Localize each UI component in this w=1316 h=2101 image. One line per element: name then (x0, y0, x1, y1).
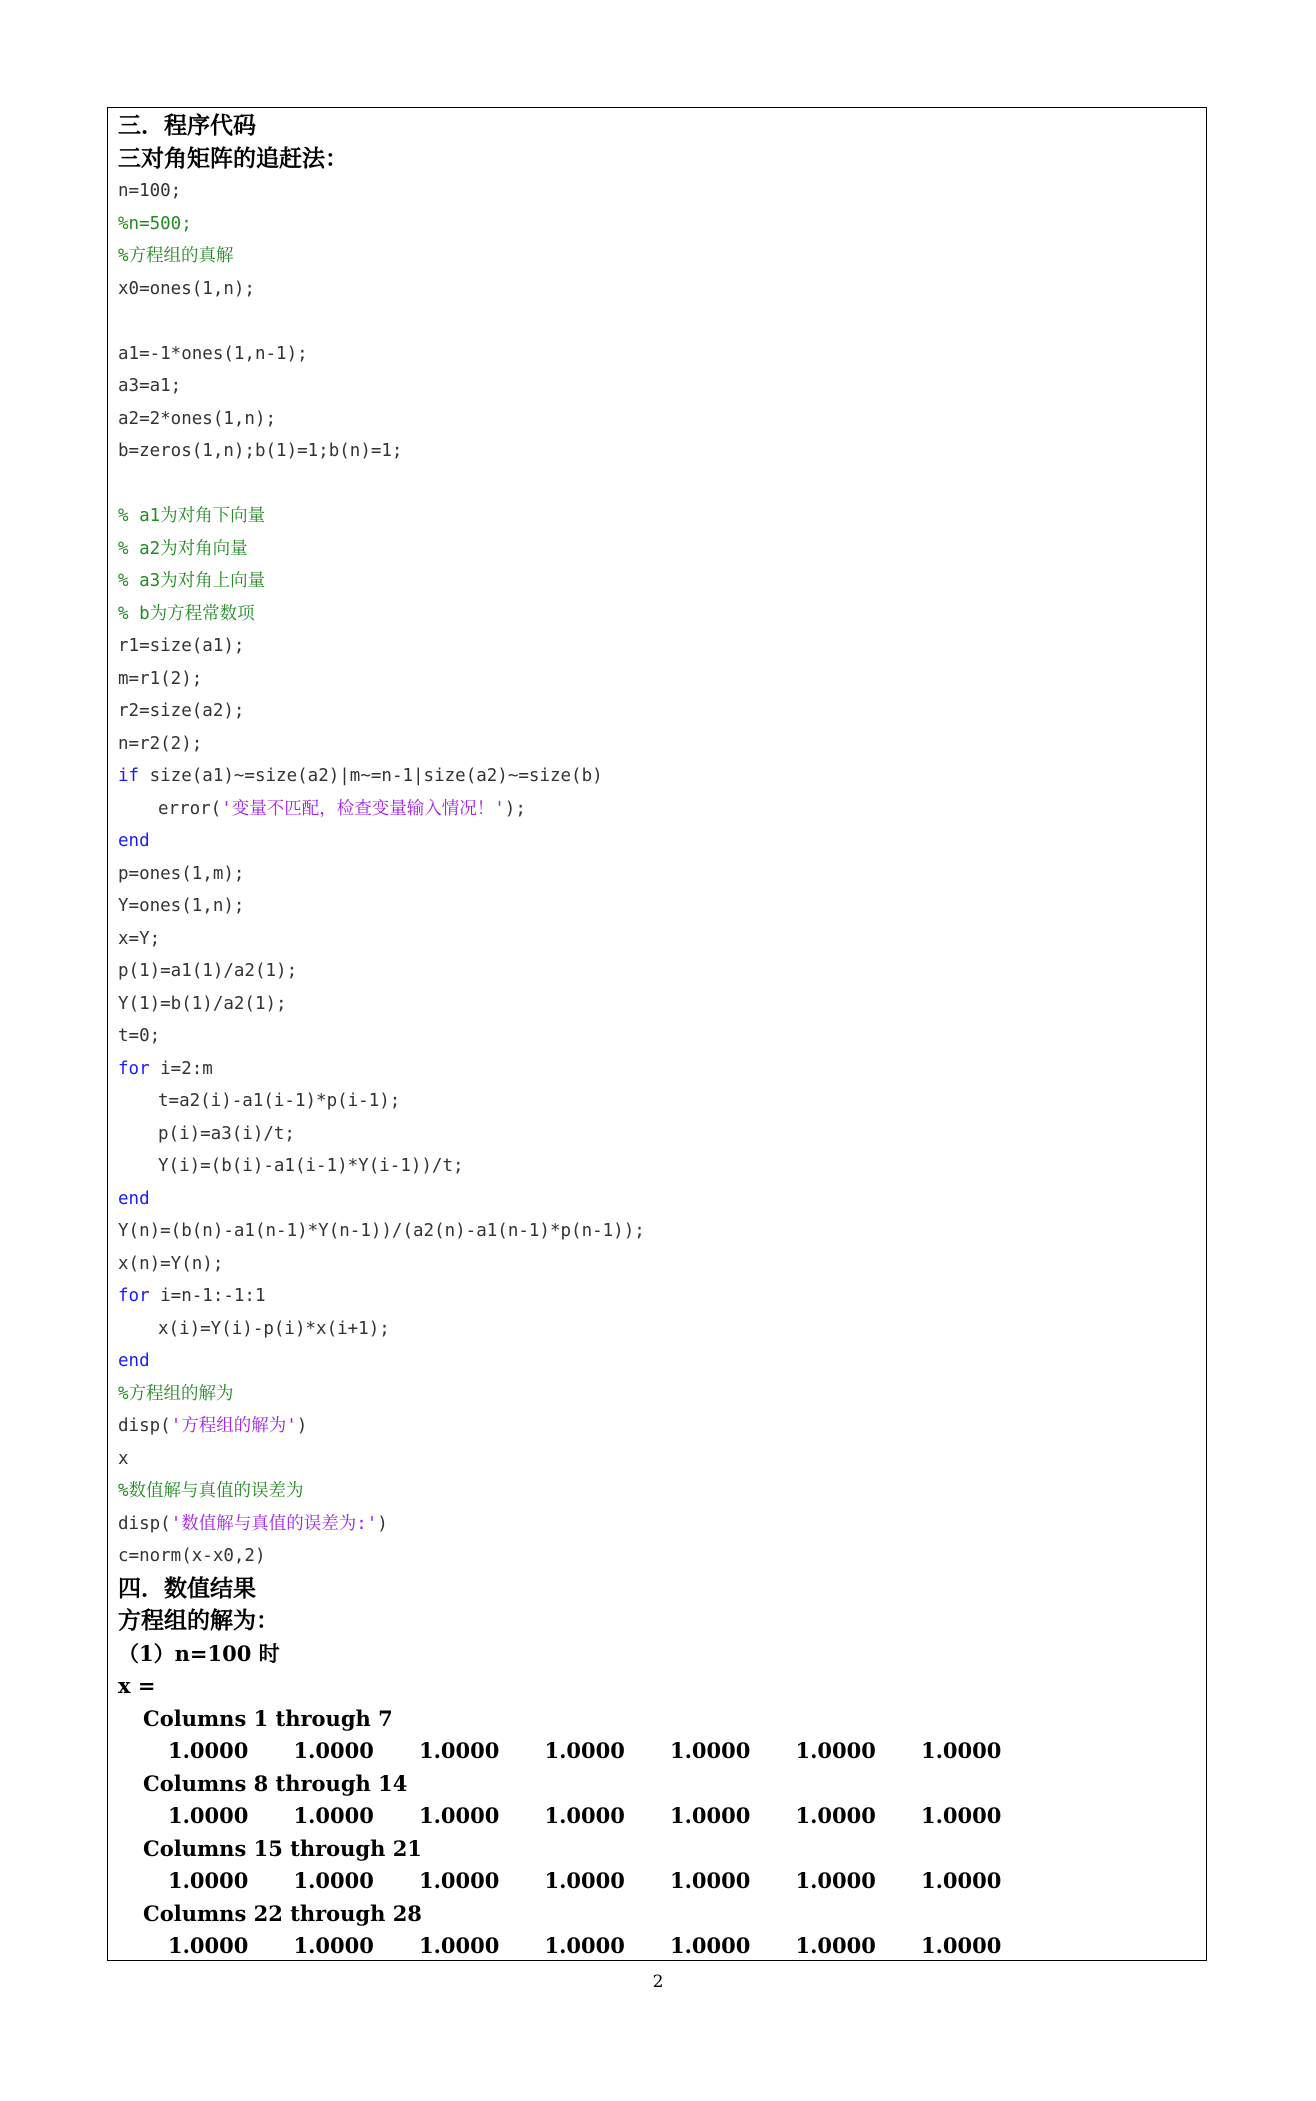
value-cell: 1.0000 (921, 1933, 1002, 1958)
value-cell: 1.0000 (419, 1933, 500, 1958)
code-line: x0=ones(1,n); (118, 278, 255, 299)
code-line: end (118, 1351, 150, 1371)
code-line: a3=a1; (118, 376, 182, 396)
values-row (118, 1735, 1198, 1768)
code-line: p(i)=a3(i)/t; (158, 1123, 295, 1144)
results-title: 方程组的解为： (118, 1607, 279, 1634)
code-line: x(i)=Y(i)-p(i)*x(i+1); (158, 1318, 390, 1339)
value-cell: 1.0000 (544, 1803, 625, 1828)
columns-header: Columns 8 through 14 (143, 1770, 408, 1796)
value-cell: 1.0000 (670, 1738, 751, 1763)
code-string: '数值解与真值的误差为:' (170, 1513, 378, 1534)
code-line: b=zeros(1,n);b(1)=1;b(n)=1; (118, 441, 403, 461)
code-text: i=n-1:-1:1 (149, 1286, 266, 1306)
columns-header: Columns 22 through 28 (143, 1900, 422, 1926)
value-cell: 1.0000 (795, 1868, 876, 1893)
code-text: size(a1)~=size(a2)|m~=n-1|size(a2)~=size(b) (139, 766, 603, 786)
code-line (118, 468, 1198, 501)
code-line: t=0; (118, 1026, 161, 1046)
value-cell: 1.0000 (544, 1738, 625, 1763)
code-line (118, 793, 1198, 826)
code-line: x (118, 1448, 129, 1469)
content-area (118, 110, 1198, 1963)
code-line: m=r1(2); (118, 668, 203, 689)
page-number: 2 (652, 1972, 664, 1992)
code-block (118, 175, 1198, 1573)
code-line: x=Y; (118, 928, 161, 949)
x-label: x = (118, 1673, 156, 1698)
code-line: Y(n)=(b(n)-a1(n-1)*Y(n-1))/(a2(n)-a1(n-1)*p(n-1)); (118, 1221, 645, 1241)
value-cell: 1.0000 (544, 1868, 625, 1893)
code-line: % a2为对角向量 (118, 538, 248, 559)
value-cell: 1.0000 (419, 1868, 500, 1893)
section-3-title: 三．程序代码 (118, 112, 256, 139)
code-line: a1=-1*ones(1,n-1); (118, 343, 308, 364)
code-line: % b为方程常数项 (118, 603, 255, 624)
code-line (118, 1410, 1198, 1443)
case-1-label: （1）n=100 时 (118, 1640, 280, 1666)
value-cell: 1.0000 (795, 1803, 876, 1828)
code-line: Y(i)=(b(i)-a1(i-1)*Y(i-1))/t; (158, 1156, 464, 1176)
algorithm-subtitle: 三对角矩阵的追赶法： (118, 144, 348, 172)
code-line: end (118, 1188, 150, 1209)
value-cell: 1.0000 (795, 1738, 876, 1763)
code-line (118, 1508, 1198, 1541)
code-line: p(1)=a1(1)/a2(1); (118, 961, 298, 981)
columns-header: Columns 15 through 21 (143, 1835, 422, 1861)
code-text: ) (377, 1513, 388, 1534)
code-line: %n=500; (118, 213, 192, 234)
columns-header: Columns 1 through 7 (143, 1705, 393, 1731)
code-line: end (118, 831, 150, 851)
code-line: % a1为对角下向量 (118, 506, 266, 526)
code-line: Y(1)=b(1)/a2(1); (118, 993, 287, 1014)
value-cell: 1.0000 (670, 1803, 751, 1828)
code-line: r1=size(a1); (118, 636, 245, 656)
value-cell: 1.0000 (544, 1933, 625, 1958)
value-cell: 1.0000 (293, 1803, 374, 1828)
code-line (118, 1053, 1198, 1086)
value-cell: 1.0000 (921, 1868, 1002, 1893)
code-text: i=2:m (149, 1058, 213, 1079)
code-line: % a3为对角上向量 (118, 571, 266, 591)
code-line: Y=ones(1,n); (118, 896, 245, 916)
section-4-title: 四．数值结果 (118, 1574, 256, 1602)
code-line (118, 760, 1198, 793)
code-line: %方程组的真解 (118, 246, 234, 266)
code-line: r2=size(a2); (118, 701, 245, 721)
code-line: n=100; (118, 181, 182, 201)
code-text: ); (504, 798, 526, 819)
value-cell: 1.0000 (293, 1868, 374, 1893)
code-line: %数值解与真值的误差为 (118, 1481, 304, 1501)
code-keyword: if (118, 766, 140, 786)
code-line: t=a2(i)-a1(i-1)*p(i-1); (158, 1091, 401, 1111)
code-text: error( (158, 798, 222, 819)
results-block (118, 1703, 1198, 1963)
value-cell: 1.0000 (921, 1738, 1002, 1763)
value-cell: 1.0000 (921, 1803, 1002, 1828)
code-line: a2=2*ones(1,n); (118, 408, 277, 429)
value-cell: 1.0000 (670, 1933, 751, 1958)
code-string: '方程组的解为' (170, 1416, 297, 1436)
values-row (118, 1800, 1198, 1833)
code-line (118, 305, 1198, 338)
code-line: %方程组的解为 (118, 1383, 234, 1404)
value-cell: 1.0000 (168, 1933, 249, 1958)
code-line: c=norm(x-x0,2) (118, 1546, 266, 1566)
code-text: disp( (118, 1513, 171, 1534)
code-text: disp( (118, 1416, 171, 1436)
code-line: x(n)=Y(n); (118, 1253, 224, 1274)
value-cell: 1.0000 (795, 1933, 876, 1958)
code-text: ) (296, 1416, 308, 1436)
value-cell: 1.0000 (670, 1868, 751, 1893)
code-line: p=ones(1,m); (118, 863, 245, 884)
value-cell: 1.0000 (293, 1933, 374, 1958)
value-cell: 1.0000 (168, 1738, 249, 1763)
code-line (118, 1280, 1198, 1313)
value-cell: 1.0000 (168, 1868, 249, 1893)
value-cell: 1.0000 (293, 1738, 374, 1763)
value-cell: 1.0000 (168, 1803, 249, 1828)
code-string: '变量不匹配，检查变量输入情况！' (221, 798, 505, 819)
value-cell: 1.0000 (419, 1738, 500, 1763)
code-keyword: for (118, 1286, 150, 1306)
values-row (118, 1930, 1198, 1963)
value-cell: 1.0000 (419, 1803, 500, 1828)
code-keyword: for (118, 1058, 150, 1079)
code-line: n=r2(2); (118, 733, 203, 754)
values-row (118, 1865, 1198, 1898)
